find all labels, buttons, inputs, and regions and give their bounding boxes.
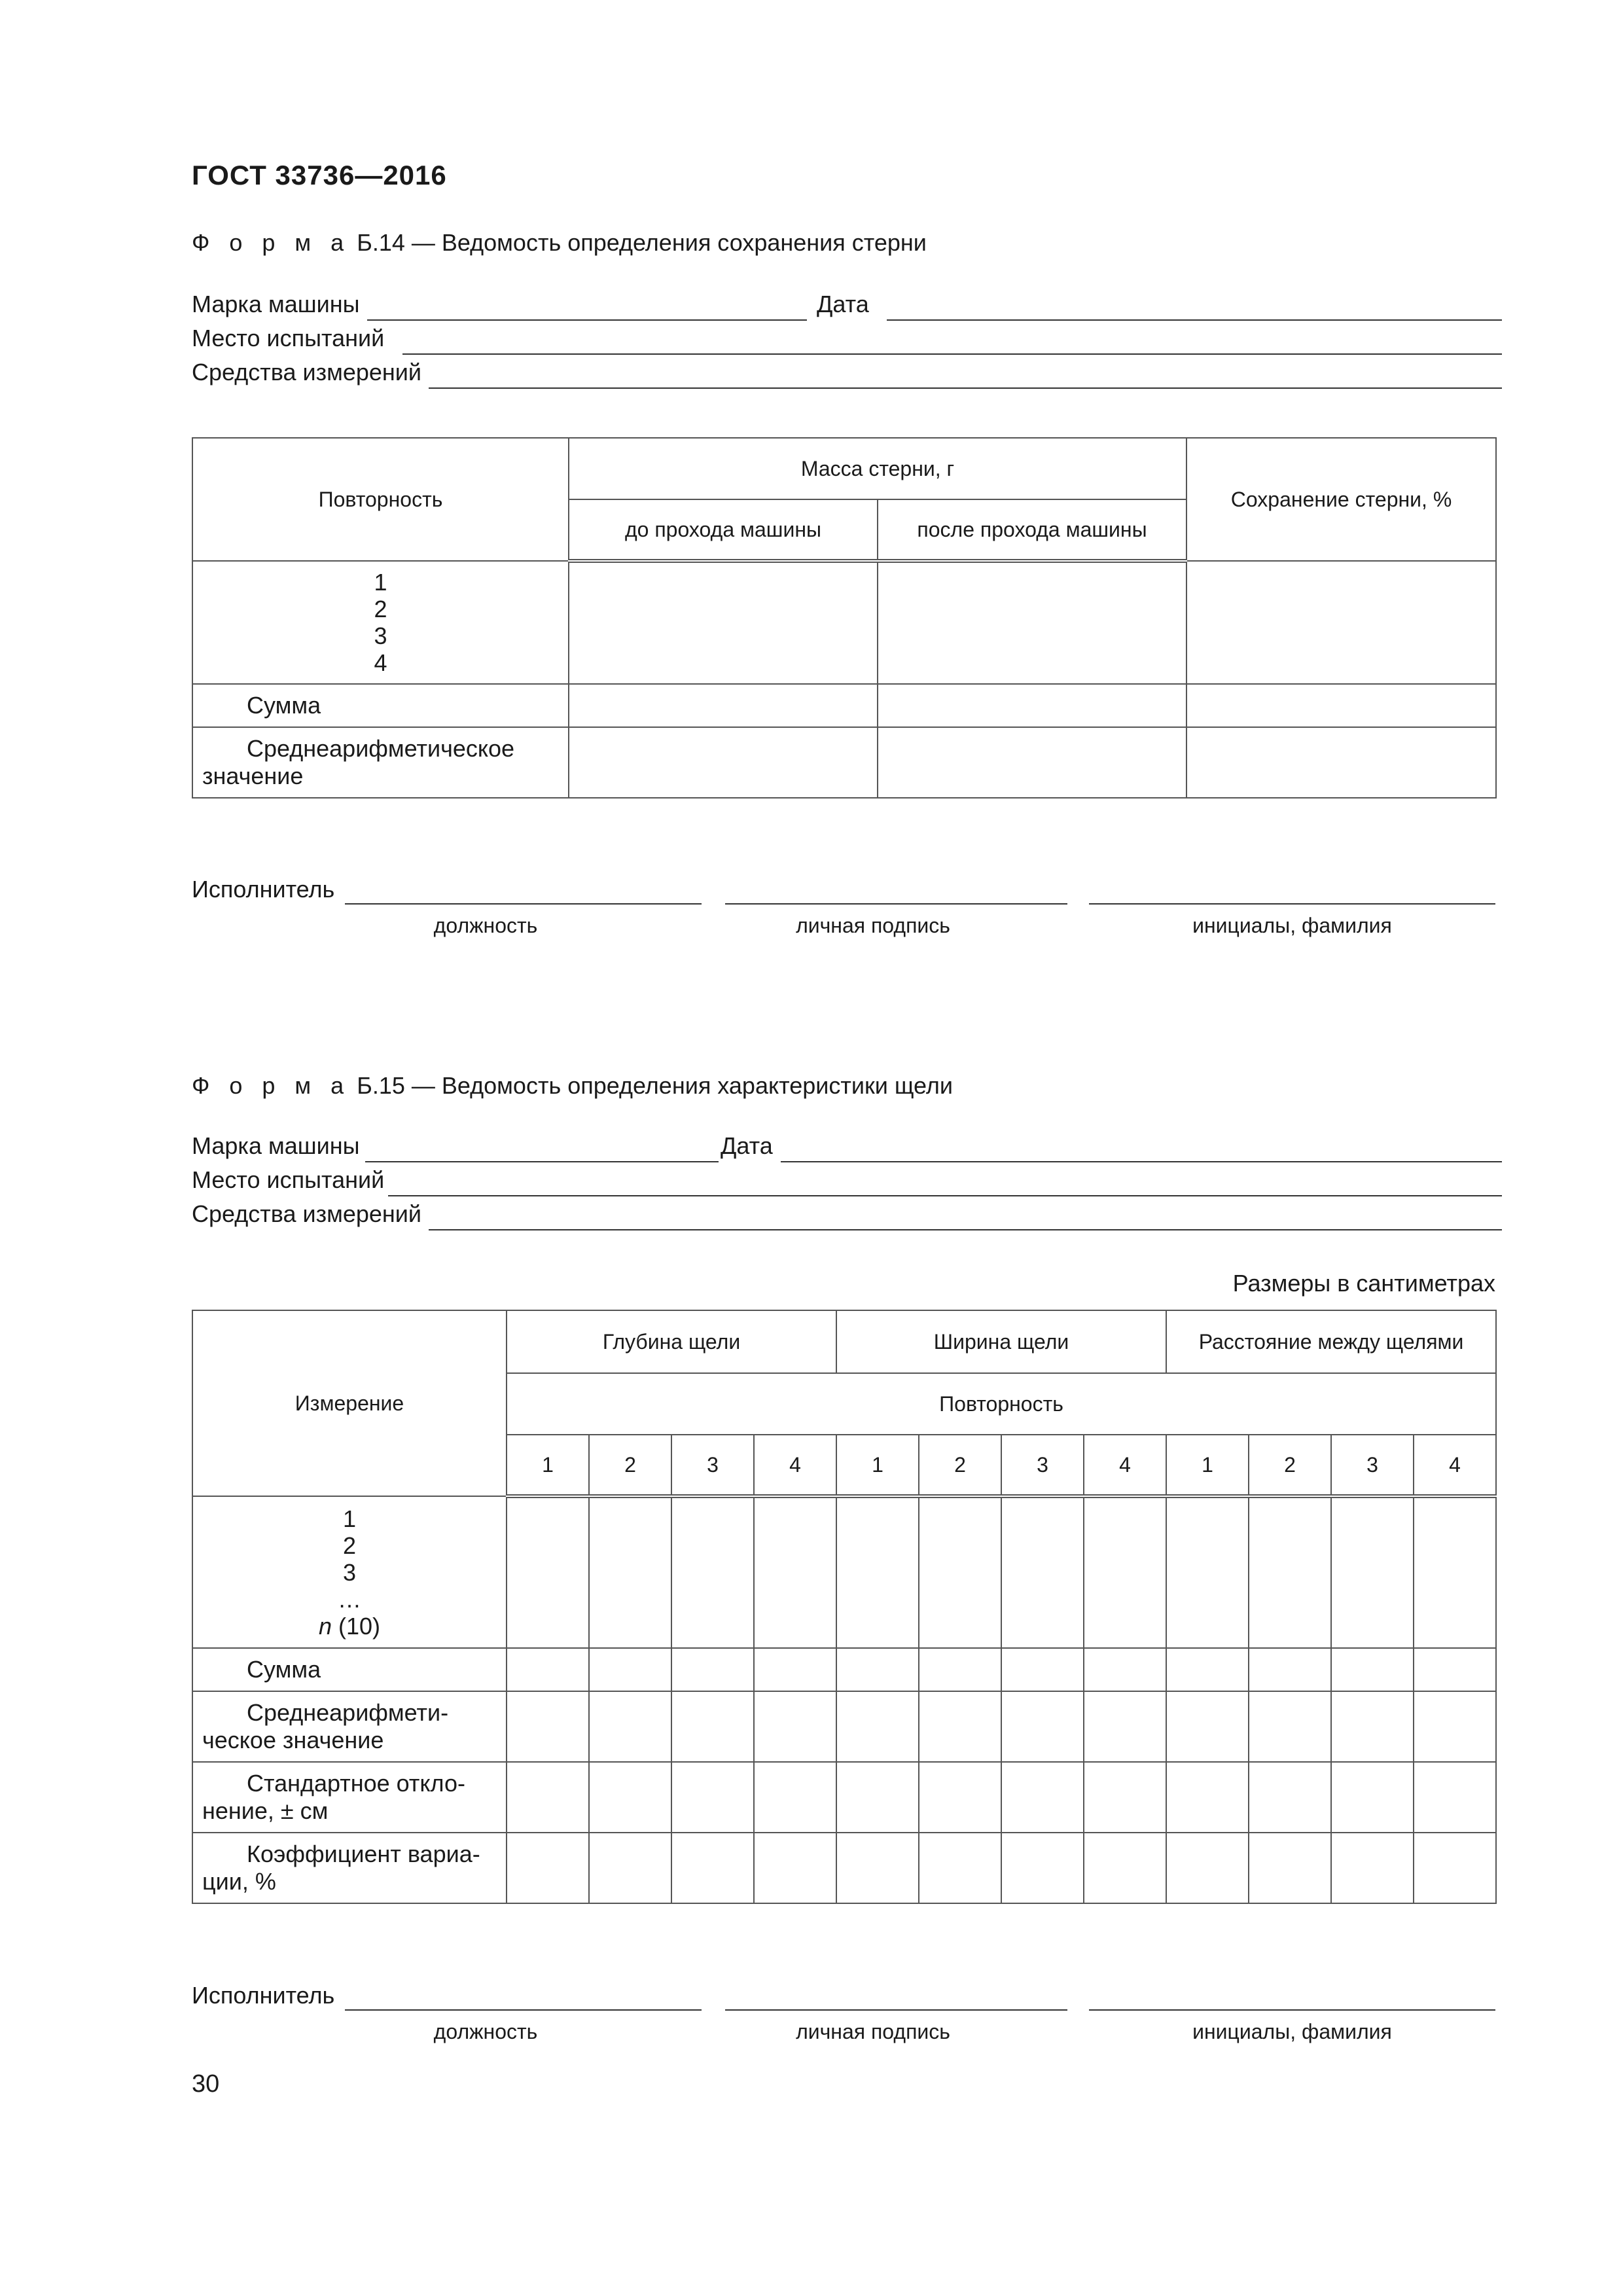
table-cell[interactable] [1331,1762,1414,1833]
form2-row-std-a: Стандартное откло- [247,1770,465,1797]
table-cell[interactable] [507,1762,589,1833]
form1-date-input[interactable] [887,319,1502,321]
form2-row-mean-b: ческое значение [202,1727,384,1753]
form2-col-repeat: Повторность [507,1373,1496,1435]
table-cell[interactable] [671,1691,754,1762]
table-cell[interactable] [1414,1833,1496,1903]
table-cell[interactable] [671,1496,754,1648]
table-cell[interactable] [1084,1496,1166,1648]
table-cell[interactable] [1001,1833,1084,1903]
form1-repeat-numbers [192,561,569,684]
units-note: Размеры в сантиметрах [1232,1270,1495,1297]
form2-name-line[interactable] [1089,2009,1495,2011]
form2-position-caption: должность [433,2020,538,2043]
form2-row-cv-b: ции, % [202,1868,276,1895]
table-cell[interactable] [1001,1648,1084,1691]
measure-last-var: n [318,1612,332,1640]
form1-instruments-label: Средства измерений [192,359,422,386]
table-cell[interactable] [1166,1648,1249,1691]
measure-number-last [193,1613,506,1640]
table-cell[interactable] [671,1648,754,1691]
table-cell[interactable] [1331,1496,1414,1648]
form2-machine-date-row [192,1131,1502,1162]
table-cell[interactable] [1249,1833,1331,1903]
form1-row-mean [192,727,569,798]
table-row [192,727,1496,798]
page-number: 30 [192,2070,220,2098]
table-cell[interactable] [569,561,878,684]
form2-instruments-row [192,1199,1502,1230]
form1-executor-label: Исполнитель [192,876,335,903]
form2-machine-label: Марка машины [192,1132,360,1159]
table-cell[interactable] [836,1833,919,1903]
repeat-number: 2 [589,1435,671,1496]
table-cell[interactable] [1186,561,1496,684]
table-cell[interactable] [919,1762,1001,1833]
repeat-number: 2 [919,1435,1001,1496]
repeat-number: 4 [1084,1435,1166,1496]
form2-machine-input[interactable] [365,1161,719,1162]
form2-col-depth: Глубина щели [507,1310,836,1373]
repeat-number: 2 [374,596,387,622]
table-cell[interactable] [754,1691,836,1762]
table-cell[interactable] [507,1833,589,1903]
repeat-number: 3 [1001,1435,1084,1496]
table-cell[interactable] [1166,1833,1249,1903]
form2-row-std-b: нение, ± см [202,1797,329,1824]
table-cell[interactable] [1001,1762,1084,1833]
measure-number: 3 [342,1558,357,1586]
form2-row-cv [192,1833,507,1903]
repeat-number: 1 [507,1435,589,1496]
table-cell[interactable] [1084,1762,1166,1833]
table-cell[interactable] [507,1648,589,1691]
repeat-number: 2 [1249,1435,1331,1496]
form2-date-label: Дата [721,1132,773,1159]
table-cell[interactable] [1414,1648,1496,1691]
table-cell[interactable] [589,1762,671,1833]
table-cell[interactable] [754,1496,836,1648]
table-row [192,1691,1496,1762]
table-cell[interactable] [1084,1833,1166,1903]
form1-table [192,437,1497,798]
table-cell[interactable] [1166,1691,1249,1762]
table-cell[interactable] [1166,1762,1249,1833]
table-cell[interactable] [1249,1648,1331,1691]
form1-instruments-row [192,357,1502,389]
form2-signature-caption: личная подпись [796,2020,950,2043]
table-cell[interactable] [919,1648,1001,1691]
table-cell[interactable] [836,1762,919,1833]
form1-date-label: Дата [817,291,869,317]
table-cell[interactable] [1084,1648,1166,1691]
form1-place-label: Место испытаний [192,325,385,351]
table-cell[interactable] [1186,727,1496,798]
form1-col-before: до прохода машины [569,499,878,561]
form1-machine-label: Марка машины [192,291,360,317]
table-cell[interactable] [1001,1691,1084,1762]
form1-col-mass: Масса стерни, г [569,438,1186,499]
repeat-number: 4 [754,1435,836,1496]
table-cell[interactable] [1414,1496,1496,1648]
table-cell[interactable] [878,727,1186,798]
form2-instruments-label: Средства измерений [192,1200,422,1227]
repeat-number: 4 [1414,1435,1496,1496]
document-header: ГОСТ 33736—2016 [192,160,447,190]
form2-col-measure: Измерение [192,1310,507,1496]
table-cell[interactable] [589,1648,671,1691]
form2-name-caption: инициалы, фамилия [1192,2020,1392,2043]
table-cell[interactable] [836,1496,919,1648]
form1-title [192,229,927,257]
measure-number: 2 [342,1532,357,1559]
table-cell[interactable] [1414,1762,1496,1833]
form1-col-repeat: Повторность [192,438,569,561]
table-cell[interactable] [1331,1691,1414,1762]
form1-signature-line[interactable] [725,903,1067,905]
table-cell[interactable] [1249,1496,1331,1648]
form2-place-label: Место испытаний [192,1166,385,1193]
table-cell[interactable] [589,1691,671,1762]
table-cell[interactable] [919,1833,1001,1903]
form1-position-line[interactable] [345,903,702,905]
form2-row-std [192,1762,507,1833]
form2-row-sum: Сумма [192,1648,507,1691]
table-cell[interactable] [1249,1762,1331,1833]
table-row [192,1496,1496,1648]
form1-name-caption: инициалы, фамилия [1192,914,1392,937]
form2-executor-label: Исполнитель [192,1982,335,2009]
table-cell[interactable] [589,1833,671,1903]
table-cell[interactable] [507,1496,589,1648]
table-row [192,561,1496,684]
table-cell[interactable] [754,1762,836,1833]
table-cell[interactable] [919,1691,1001,1762]
form2-row-cv-a: Коэффициент вариа- [247,1840,480,1867]
table-cell[interactable] [1331,1648,1414,1691]
form2-title-prefix: Ф о р м а [192,1072,351,1099]
form2-title-text: — Ведомость определения характеристики щели [411,1072,953,1099]
table-cell[interactable] [569,684,878,727]
form2-place-input[interactable] [388,1195,1502,1196]
form2-col-width: Ширина щели [836,1310,1166,1373]
table-cell[interactable] [878,561,1186,684]
repeat-number: 1 [1166,1435,1249,1496]
form1-col-after: после прохода машины [878,499,1186,561]
measure-number: … [338,1585,361,1613]
form1-machine-date-row [192,289,1502,321]
form1-position-caption: должность [433,914,538,937]
form2-date-input[interactable] [781,1161,1502,1162]
table-cell[interactable] [836,1691,919,1762]
form1-title-prefix: Ф о р м а [192,229,351,256]
table-cell[interactable] [671,1762,754,1833]
table-row [192,1762,1496,1833]
form2-signature-line[interactable] [725,2009,1067,2011]
form1-col-preserve: Сохранение стерни, % [1186,438,1496,561]
table-cell[interactable] [754,1648,836,1691]
form2-row-mean [192,1691,507,1762]
measure-number: 1 [342,1505,357,1532]
table-cell[interactable] [671,1833,754,1903]
table-row [192,1833,1496,1903]
form2-title [192,1072,953,1100]
repeat-number: 3 [1331,1435,1414,1496]
table-cell[interactable] [569,727,878,798]
table-cell[interactable] [1166,1496,1249,1648]
table-cell[interactable] [1249,1691,1331,1762]
form1-title-text: — Ведомость определения сохранения стерни [411,229,927,256]
table-cell[interactable] [754,1833,836,1903]
form1-name-line[interactable] [1089,903,1495,905]
repeat-number: 1 [836,1435,919,1496]
table-cell[interactable] [1414,1691,1496,1762]
table-row [192,1648,1496,1691]
repeat-number: 4 [374,649,387,676]
form2-row-mean-a: Среднеарифмети- [247,1699,449,1726]
form1-title-number: Б.14 [357,229,405,256]
table-row [192,684,1496,727]
form2-title-number: Б.15 [357,1072,405,1099]
table-cell[interactable] [507,1691,589,1762]
table-cell[interactable] [589,1496,671,1648]
form1-instruments-input[interactable] [429,387,1502,389]
measure-last-val: (10) [338,1612,381,1640]
table-cell[interactable] [1001,1496,1084,1648]
table-cell[interactable] [1331,1833,1414,1903]
repeat-number: 1 [374,569,387,596]
form2-instruments-input[interactable] [429,1229,1502,1230]
form1-row-mean-text: Среднеарифметическое значение [202,735,515,789]
table-cell[interactable] [878,684,1186,727]
table-cell[interactable] [1186,684,1496,727]
form1-row-sum: Сумма [192,684,569,727]
repeat-number: 3 [374,622,387,649]
form2-place-row [192,1165,1502,1196]
form1-place-input[interactable] [402,353,1502,355]
form2-table [192,1310,1497,1904]
form2-col-distance: Расстояние между щелями [1166,1310,1496,1373]
table-cell[interactable] [919,1496,1001,1648]
repeat-number: 3 [671,1435,754,1496]
form1-signature-caption: личная подпись [796,914,950,937]
table-cell[interactable] [836,1648,919,1691]
form1-place-row [192,323,1502,355]
form1-machine-input[interactable] [367,319,807,321]
form2-measure-numbers [192,1496,507,1648]
table-cell[interactable] [1084,1691,1166,1762]
form2-position-line[interactable] [345,2009,702,2011]
